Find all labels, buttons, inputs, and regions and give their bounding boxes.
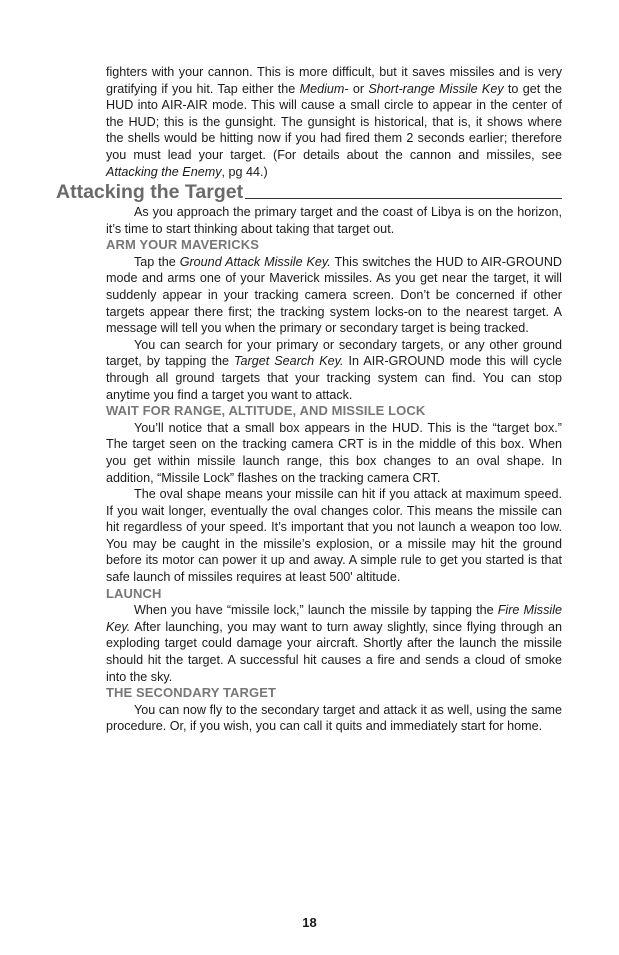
text-run: You can search for your primary or secondary targets, or any other ground target, by tapping the — [106, 337, 562, 369]
range-paragraph-1: You’ll notice that a small box appears in the HUD. This is the “target box.” The target seen on the tracking camera CRT is in the middle of this box. When you get within missile launch range, this box changes to an oval shape. In addition, “Missile Lock” flashes on the tracking camera CRT. — [106, 420, 562, 485]
page-number: 18 — [302, 915, 317, 930]
section-heading — [56, 181, 562, 203]
section-rule — [245, 198, 562, 199]
text-run: Tap the — [134, 254, 180, 269]
subheading-secondary-target: THE SECONDARY TARGET — [106, 685, 277, 701]
subheading-launch: LAUNCH — [106, 585, 162, 601]
launch-paragraph — [106, 602, 562, 685]
text-run: When you have “missile lock,” launch the missile by tapping the — [134, 603, 498, 618]
text-run: After launching, you may want to turn away slightly, since flying through an exploding target could damage your aircraft. Shortly after the launch the missile should hit the target. A successful hit causes a fire and sends a cloud of smoke into the sky. — [106, 619, 562, 684]
subheading-range-altitude-lock: WAIT FOR RANGE, ALTITUDE, AND MISSILE LOCK — [106, 403, 426, 419]
attack-intro-paragraph: As you approach the primary target and the coast of Libya is on the horizon, it’s time to start thinking about taking that target out. — [106, 205, 562, 236]
text-run: or — [348, 81, 369, 96]
intro-block — [106, 64, 562, 180]
mavericks-paragraph-1 — [106, 254, 562, 337]
text-run: This switches the HUD to AIR-GROUND mode and arms one of your Maverick missiles. As you get near the target, it will suddenly appear in your tracking camera screen. Don’t be concerned if other targets appear there first; the tracking system locks-on to the nearest target. A message will tell you when the primary or secondary target is being tracked. — [106, 254, 563, 336]
mavericks-paragraph-2 — [106, 337, 562, 403]
main-body — [106, 204, 562, 735]
text-run: fighters with your cannon. This is more difficult, but it saves missiles and is very gratifying if you hit. Tap either the — [106, 65, 562, 96]
subheading-arm-mavericks: ARM YOUR MAVERICKS — [106, 237, 259, 253]
text-run: to get the HUD into AIR-AIR mode. This will cause a small circle to appear in the center of the HUD; this is the gunsight. The gunsight is historical, that is, it shows where the shells would be hitting now if you had fired them 2 seconds earlier; therefore you must lead your target. (For details about the cannon and missiles, see — [106, 81, 563, 162]
secondary-paragraph: You can now fly to the secondary target and attack it as well, using the same procedure. Or, if you wish, you can call it quits and immediately start for home. — [106, 702, 562, 734]
range-paragraph-2: The oval shape means your missile can hit if you attack at maximum speed. If you wait longer, eventually the oval changes color. This means the missile can hit regardless of your speed. It’s important that you not launch a weapon too low. You may be caught in the missile’s explosion, or a missile may hit the ground before its motor can power it up and away. A simple rule to get you started is that safe launch of missiles requires at least 500' altitude. — [106, 487, 562, 585]
key-name: Ground Attack Missile Key. — [179, 254, 331, 269]
key-name: Target Search Key. — [234, 354, 344, 369]
text-run: In AIR-GROUND mode this will cycle through all ground targets that your tracking system can find. You can stop anytime you find a target you want to attack. — [106, 354, 562, 402]
cross-reference: Attacking the Enemy — [106, 164, 222, 179]
text-run: , pg 44.) — [221, 164, 268, 179]
section-title: Attacking the Target — [56, 181, 244, 203]
intro-paragraph — [106, 64, 562, 180]
key-name: Short-range Missile Key — [368, 81, 504, 96]
key-name: Fire Missile Key. — [106, 603, 562, 634]
key-name: Medium- — [299, 81, 349, 96]
